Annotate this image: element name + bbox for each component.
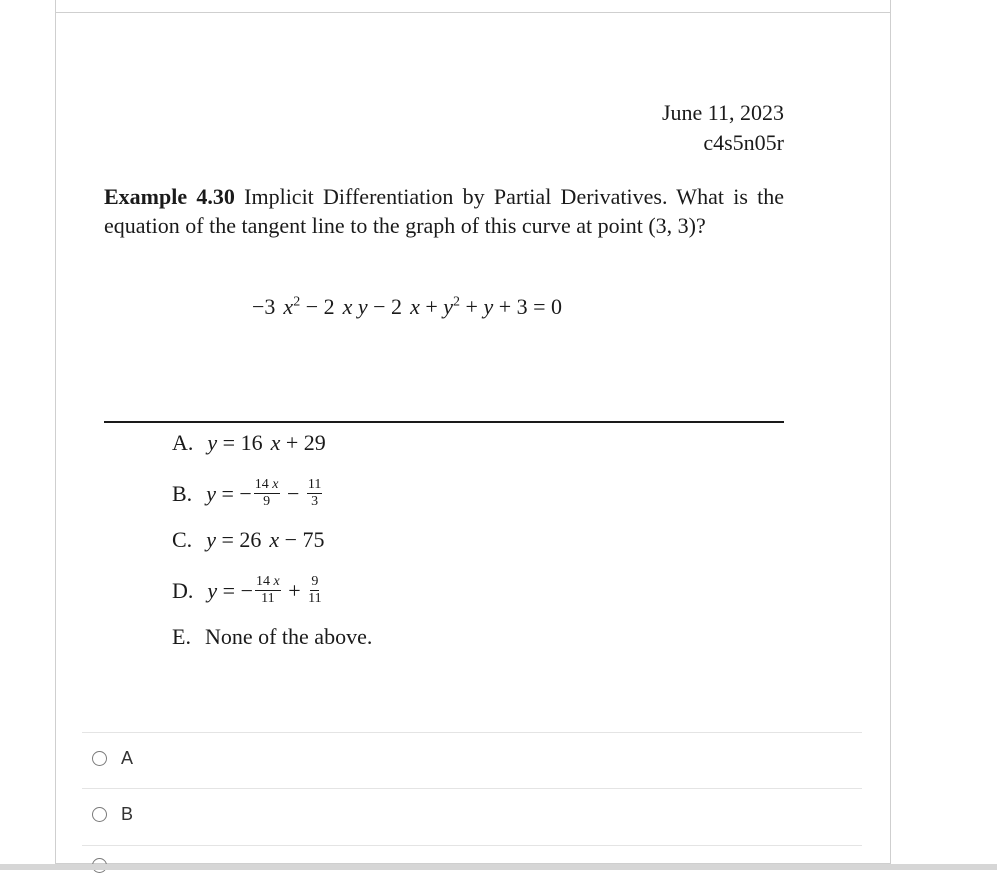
separator-rule bbox=[104, 421, 784, 423]
date: June 11, 2023 bbox=[661, 100, 784, 125]
choice-divider bbox=[82, 732, 862, 733]
radio-b[interactable] bbox=[92, 807, 107, 822]
option-b: B. y = − $\frac{14 x}{9}$ − $\frac{11}{3}$ bbox=[172, 477, 322, 509]
problem-code: c4s5n05r bbox=[703, 130, 784, 155]
choice-divider bbox=[82, 788, 862, 789]
bottom-scroll-edge bbox=[0, 864, 997, 870]
example-label: Example 4.30 bbox=[104, 184, 235, 209]
option-e: E. None of the above. bbox=[172, 624, 373, 649]
problem-statement bbox=[104, 182, 784, 240]
option-c: C. y = 26 x − 75 bbox=[172, 527, 325, 552]
option-d: D. y = − $\frac{14 x}{11}$ + $\frac{9}{11}$ bbox=[172, 574, 322, 606]
choice-b-label: B bbox=[121, 804, 134, 824]
choice-a[interactable] bbox=[92, 748, 133, 769]
panel-divider bbox=[55, 12, 891, 13]
problem-text: Implicit Differentiation by Partial Derivatives. What is the equation of the tangent line to the graph of this curve at point (3, 3)? bbox=[104, 184, 785, 238]
choice-a-label: A bbox=[121, 748, 134, 768]
radio-a[interactable] bbox=[92, 751, 107, 766]
option-a: A. y = 16 x + 29 bbox=[172, 430, 326, 455]
choice-b[interactable] bbox=[92, 804, 133, 825]
curve-equation: −3 $x^2 - 2$ x y − 2 $x + y^2 + y + 3 = 0$ bbox=[252, 294, 563, 319]
choice-divider bbox=[82, 845, 862, 846]
